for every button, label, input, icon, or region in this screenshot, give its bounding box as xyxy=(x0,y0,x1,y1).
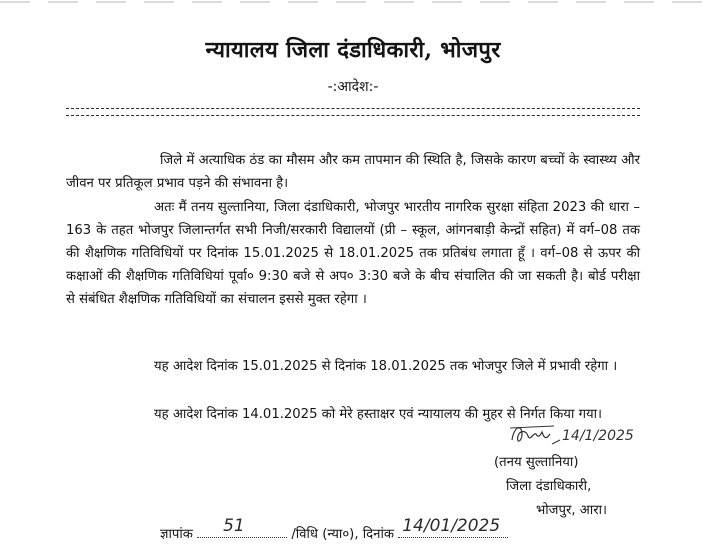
signatory-place: भोजपुर, आरा। xyxy=(536,503,608,518)
order-heading: -:आदेश:- xyxy=(327,79,379,95)
divider-line xyxy=(66,108,640,109)
paragraph-validity: यह आदेश दिनांक 15.01.2025 से दिनांक 18.01.2025 तक भोजपुर जिले में प्रभावी रहेगा । xyxy=(154,359,618,374)
signatory-name: (तनय सुल्तानिया) xyxy=(494,455,579,470)
divider-line xyxy=(66,115,640,116)
paragraph-weather: जिले में अत्याधिक ठंड का मौसम और कम तापमान की स्थिति है, जिसके कारण बच्चों के स्वास्थ्य और जीवन पर प्रतिकूल प्रभाव पड़ने की संभावना है। xyxy=(66,153,640,191)
memo-label: ज्ञापांक xyxy=(160,527,193,542)
memo-reference-line xyxy=(160,516,508,542)
handwritten-signature xyxy=(508,420,668,452)
memo-law-text: /विधि (न्या०), दिनांक xyxy=(291,527,394,542)
memo-number-field xyxy=(197,516,287,538)
paragraph-issuance: यह आदेश दिनांक 14.01.2025 को मेरे हस्ताक्षर एवं न्यायालय की मुहर से निर्गत किया गया। xyxy=(154,407,603,422)
signature-date: 14/1/2025 xyxy=(562,428,634,444)
court-title: न्यायालय जिला दंडाधिकारी, भोजपुर xyxy=(205,37,501,63)
signatory-designation: जिला दंडाधिकारी, xyxy=(506,479,592,494)
paragraph-order: अतः मैं तनय सुल्तानिया, जिला दंडाधिकारी, भोजपुर भारतीय नागरिक सुरक्षा संहिता 2023 की धारा – 163 के तहत भोजपुर जिलान्तर्गत सभी निजी/सरकारी विद्यालयों (प्री – स्कूल, आंगनबाड़ी केन्द्रों सहित) में वर्ग–08 तक की शैक्षणिक गतिविधियों पर दिनांक 15.01.2025 से 18.01.2025 तक प्रतिबंध लगाता हूँ । वर्ग–08 से ऊपर की कक्षाओं की शैक्षणिक गतिविधियां पूर्वा० 9:30 बजे से अप० 3:30 बजे के बीच संचालित की जा सकती है। बोर्ड परीक्षा से संबंधित शैक्षणिक गतिविधियों का संचालन इससे मुक्त रहेगा । xyxy=(66,200,640,307)
memo-date-field xyxy=(398,516,508,538)
memo-number: 51 xyxy=(223,516,245,536)
memo-date: 14/01/2025 xyxy=(402,516,501,536)
scan-top-edge xyxy=(0,0,706,4)
